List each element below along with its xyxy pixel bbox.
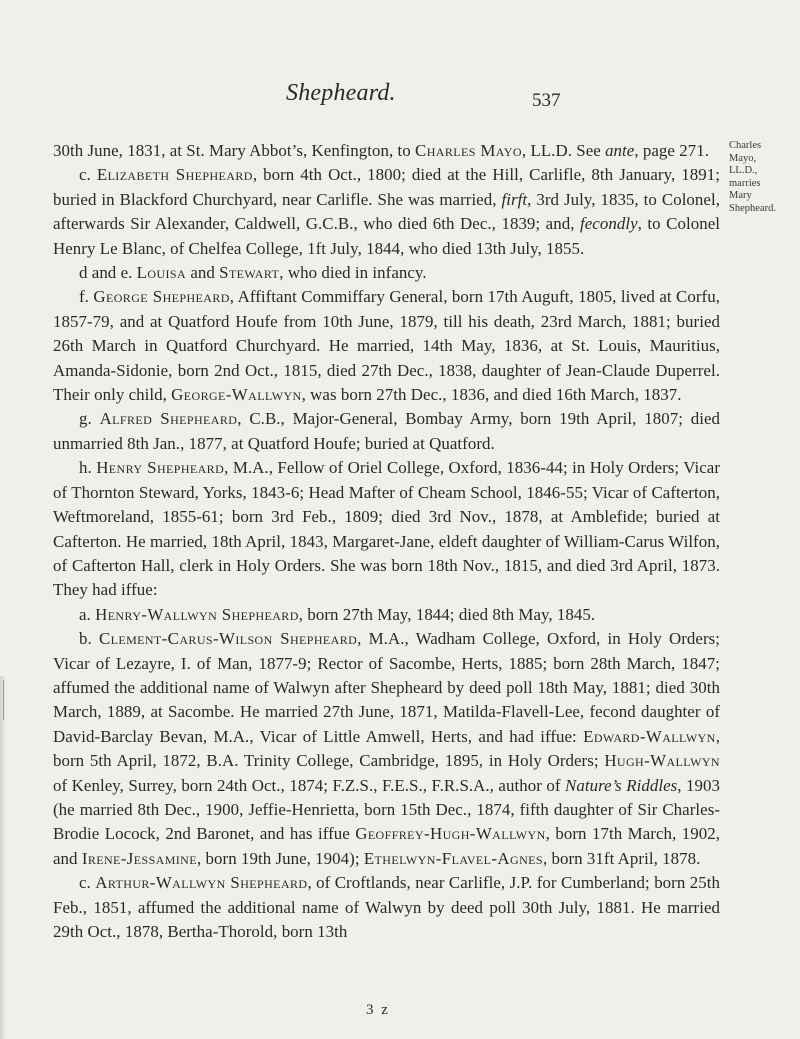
text-run: , 1903 (he married 8th Dec., 1900, Jeffie-Henrietta, born 15th Dec., 1874, fifth daughter of Sir Charles-Brodie Locock, 2nd Baronet, and has iffue <box>53 775 720 844</box>
person-name: Charles Mayo <box>415 141 522 160</box>
body-text <box>53 139 720 944</box>
person-name: George-Wallwyn <box>171 385 302 405</box>
text-run: , M.A., Wadham College, Oxford, in Holy Orders; Vicar of Lezayre, I. of Man, 1877-9; Rector of Sacombe, Herts, 1885; born 28th March, 1847; affumed the additional name of Walwyn after Shepheard by deed poll 18th May, 1881; died 30th March, 1889, at Sacombe. He married 27th June, 1871, Matilda-Flavell-Lee, fecond daughter of David-Barclay Bevan, M.A., Vicar of Little Amwell, Herts, and had iffue: <box>53 629 721 746</box>
person-name: Elizabeth Shepheard <box>96 165 253 185</box>
paragraph <box>53 456 720 602</box>
person-name: Alfred Shepheard <box>99 409 238 429</box>
person-name: Henry Shepheard <box>96 458 225 478</box>
text-run: , of Croftlands, near Carlifle, J.P. for Cumberland; born 25th Feb., 1851, affumed the additional name of Walwyn by deed poll 30th July, 1881. He married 29th Oct., 1878, Bertha-Thorold, born 13th <box>53 873 721 941</box>
person-name: Geoffrey-Hugh-Wallwyn <box>355 824 546 844</box>
text-run: , born 5th April, 1872, B.A. Trinity College, Cambridge, 1895, in Holy Orders; <box>53 726 720 771</box>
page-edge-shadow <box>0 676 6 1039</box>
paragraph <box>53 163 720 261</box>
text-run: , born 27th May, 1844; died 8th May, 1845. <box>298 604 596 624</box>
margin-note-line: Mary <box>729 190 752 202</box>
margin-note <box>729 140 791 216</box>
person-name: Stewart <box>219 263 280 283</box>
person-name: Henry-Wallwyn Shepheard <box>95 604 299 624</box>
text-run: and <box>186 263 220 283</box>
text-run: , M.A., Fellow of Oriel College, Oxford, 1836-44; in Holy Orders; Vicar of Thornton Steward, Yorks, 1843-6; Head Mafter of Cheam School, 1846-55; Vicar of Cafterton, Weftmoreland, 1855-61; born 3rd Feb., 1809; died 3rd Nov., 1878, at Amblefide; buried at Cafterton. He married, 18th April, 1843, Margaret-Jane, eldeft daughter of William-Carus Wilfon, of Cafterton Hall, clerk in Holy Orders. She was born 18th Nov., 1815, and died 3rd April, 1873. They had iffue: <box>53 458 720 600</box>
text-run: h. <box>79 458 97 478</box>
italic-text: ante <box>605 141 635 160</box>
text-run: , to Colonel Henry Le Blanc, of Chelfea College, 1ft July, 1844, who died 13th July, 1855. <box>53 214 721 258</box>
page-edge-mark <box>3 680 4 720</box>
person-name: Ethelwyn-Flavel-Agnes <box>363 848 543 868</box>
text-run: , Affiftant Commiffary General, born 17th Auguft, 1805, lived at Corfu, 1857-79, and at Quatford Houfe from 10th June, 1879, till his death, 23rd March, 1881; buried 26th March in Quatford Churchyard. He married, 14th May, 1836, at St. Louis, Mauritius, Amanda-Sidonie, born 2nd Oct., 1815, died 27th Dec., 1838, daughter of Jean-Claude Duperrel. Their only child, <box>53 287 720 405</box>
person-name: George Shepheard <box>93 287 230 307</box>
italic-text: fecondly <box>580 214 638 234</box>
person-name: Clement-Carus-Wilson Shepheard <box>98 629 358 649</box>
person-name: Edward-Wallwyn <box>583 726 716 746</box>
paragraph <box>53 627 720 871</box>
margin-note-line: Charles <box>729 140 762 151</box>
text-run: 30th June, 1831, at St. Mary Abbot’s, Kenfington, to <box>53 141 416 160</box>
signature-mark: 3 z <box>366 1002 390 1018</box>
text-run: , who died in infancy. <box>279 263 427 283</box>
italic-text: firft <box>501 189 528 209</box>
paragraph <box>53 871 720 944</box>
paragraph <box>53 407 720 456</box>
text-run: of Kenley, Surrey, born 24th Oct., 1874; F.Z.S., F.E.S., F.R.S.A., author of <box>53 775 566 795</box>
person-name: Louisa <box>136 263 187 283</box>
text-run: a. <box>79 604 96 624</box>
text-run: , born 19th June, 1904); <box>196 848 364 868</box>
text-run: , C.B., Major-General, Bombay Army, born 19th April, 1807; died unmarried 8th Jan., 1877, at Quatford Houfe; buried at Quatford. <box>53 409 720 453</box>
text-run: c. <box>79 165 97 185</box>
text-run: , born 31ft April, 1878. <box>542 848 701 868</box>
text-run: c. <box>79 873 96 893</box>
margin-note-line: marries <box>729 177 761 189</box>
paragraph <box>53 285 720 407</box>
margin-note-line: LL.D., <box>729 165 758 177</box>
margin-note-line: Shepheard. <box>729 202 776 214</box>
paragraph <box>53 139 720 163</box>
text-run: , born 4th Oct., 1800; died at the Hill, Carlifle, 8th January, 1891; buried in Blackford Churchyard, near Carlifle. She was married, <box>53 165 720 209</box>
running-title: Shepheard. <box>286 80 396 106</box>
paragraph <box>53 603 720 627</box>
text-run: g. <box>79 409 100 429</box>
italic-text: Nature’s Riddles <box>565 775 678 795</box>
person-name: Hugh-Wallwyn <box>604 751 720 771</box>
text-run: , 3rd July, 1835, to Colonel, afterwards Sir Alexander, Caldwell, G.C.B., who died 6th Dec., 1839; and, <box>53 189 720 234</box>
page-number: 537 <box>532 90 561 111</box>
paragraph <box>53 261 720 285</box>
text-run: , LL.D. See <box>521 141 606 160</box>
text-run: , was born 27th Dec., 1836, and died 16th March, 1837. <box>301 385 682 405</box>
text-run: b. <box>79 629 99 649</box>
text-run: , page 271. <box>634 141 710 160</box>
text-run: , born 17th March, 1902, and <box>53 824 720 868</box>
person-name: Irene-Jessamine <box>81 848 197 868</box>
text-run: f. <box>79 287 94 307</box>
margin-note-line: Mayo, <box>729 152 757 164</box>
running-head <box>0 80 800 120</box>
person-name: Arthur-Wallwyn Shepheard <box>95 873 308 893</box>
text-run: d and e. <box>79 263 137 283</box>
